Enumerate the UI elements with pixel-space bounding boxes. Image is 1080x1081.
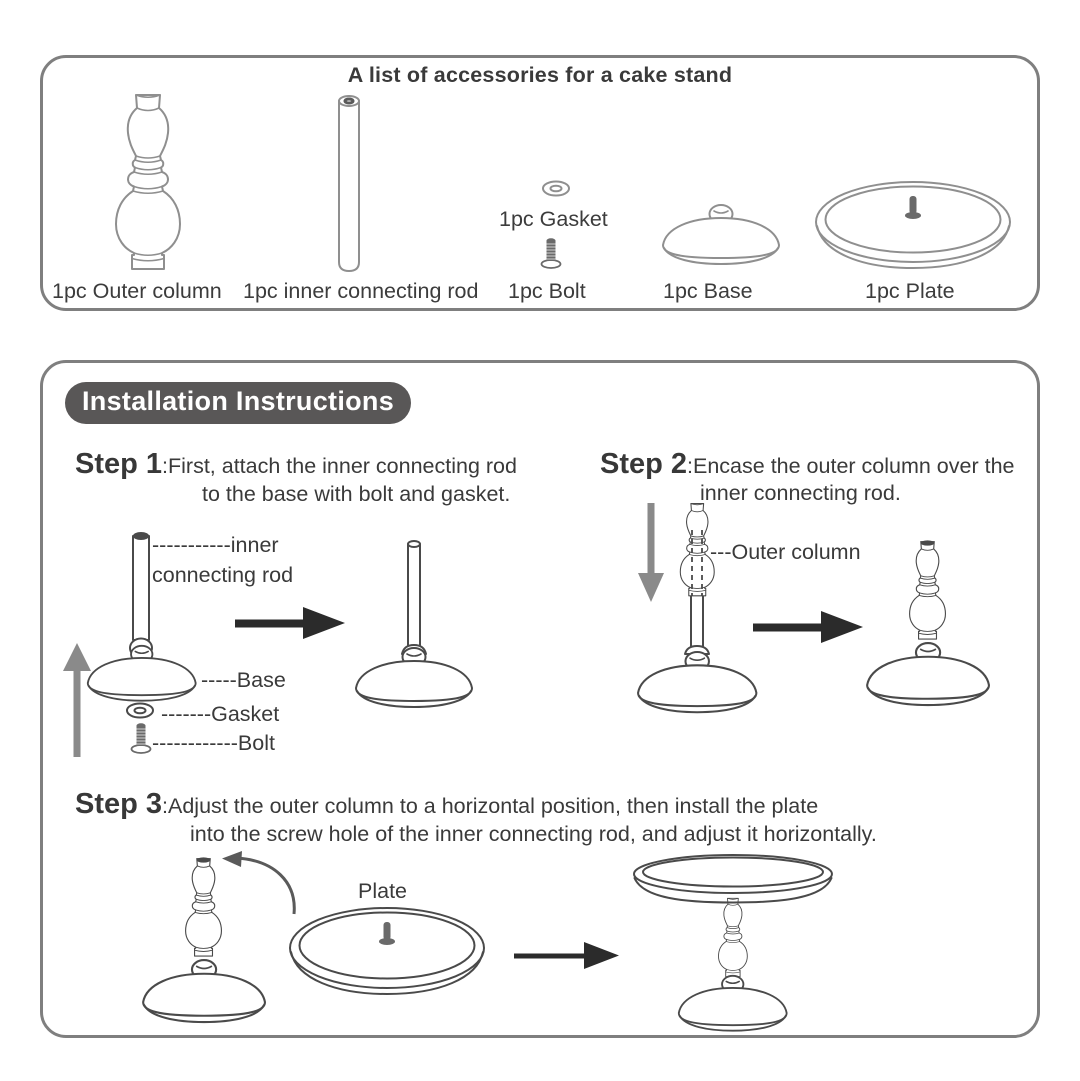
step3-title: Step 3 [75, 788, 163, 820]
gasket-label: 1pc Gasket [499, 207, 608, 231]
step1-rod-callout-line1: -----------inner [152, 533, 279, 557]
step1-assembled-figure [352, 538, 476, 708]
outer-column-label: 1pc Outer column [52, 279, 222, 303]
right-arrow-icon [235, 605, 345, 641]
step2-outer-column-callout: ---Outer column [710, 540, 861, 564]
step1-rod-callout [152, 530, 293, 590]
accessories-title: A list of accessories for a cake stand [347, 63, 733, 87]
plate-figure [812, 177, 1014, 274]
step1-heading [75, 448, 517, 481]
step1-title: Step 1 [75, 448, 163, 480]
step2-text-line1: :Encase the outer column over the [687, 454, 1015, 478]
bolt-label: 1pc Bolt [508, 279, 586, 303]
step3-text-line2: into the screw hole of the inner connecting rod, and adjust it horizontally. [190, 822, 877, 846]
right-arrow-icon [514, 938, 619, 973]
step1-gasket-callout: -------Gasket [161, 702, 280, 726]
bolt-figure [540, 237, 562, 269]
step2-column-lowering-figure [633, 500, 763, 715]
rod-label: 1pc inner connecting rod [243, 279, 479, 303]
instructions-header: Installation Instructions [65, 382, 411, 424]
step1-bolt-figure [130, 722, 152, 754]
base-label: 1pc Base [663, 279, 753, 303]
step1-base-callout: -----Base [201, 668, 286, 692]
step3-plate-figure [286, 903, 488, 1000]
right-arrow-icon [753, 609, 863, 645]
step3-heading [75, 788, 818, 821]
plate-label: 1pc Plate [865, 279, 955, 303]
step1-gasket-figure [125, 702, 155, 719]
step2-text-line2: inner connecting rod. [700, 481, 901, 505]
step1-rod-callout-line2: connecting rod [152, 563, 294, 587]
gasket-figure [541, 180, 571, 197]
step1-text-line2: to the base with bolt and gasket. [202, 482, 511, 506]
step3-final-cake-stand-figure [623, 850, 843, 1034]
step2-assembled-stand-figure [860, 537, 1000, 707]
step1-text-line1: :First, attach the inner connecting rod [162, 454, 517, 478]
step3-plate-callout: Plate [358, 879, 408, 903]
outer-column-figure [106, 92, 190, 272]
step3-text-line1: :Adjust the outer column to a horizontal position, then install the plate [162, 794, 819, 818]
step1-bolt-callout: ------------Bolt [152, 731, 275, 755]
step2-title: Step 2 [600, 448, 688, 480]
base-figure [660, 203, 782, 265]
step2-heading [600, 448, 1015, 481]
inner-connecting-rod-figure [337, 91, 361, 273]
